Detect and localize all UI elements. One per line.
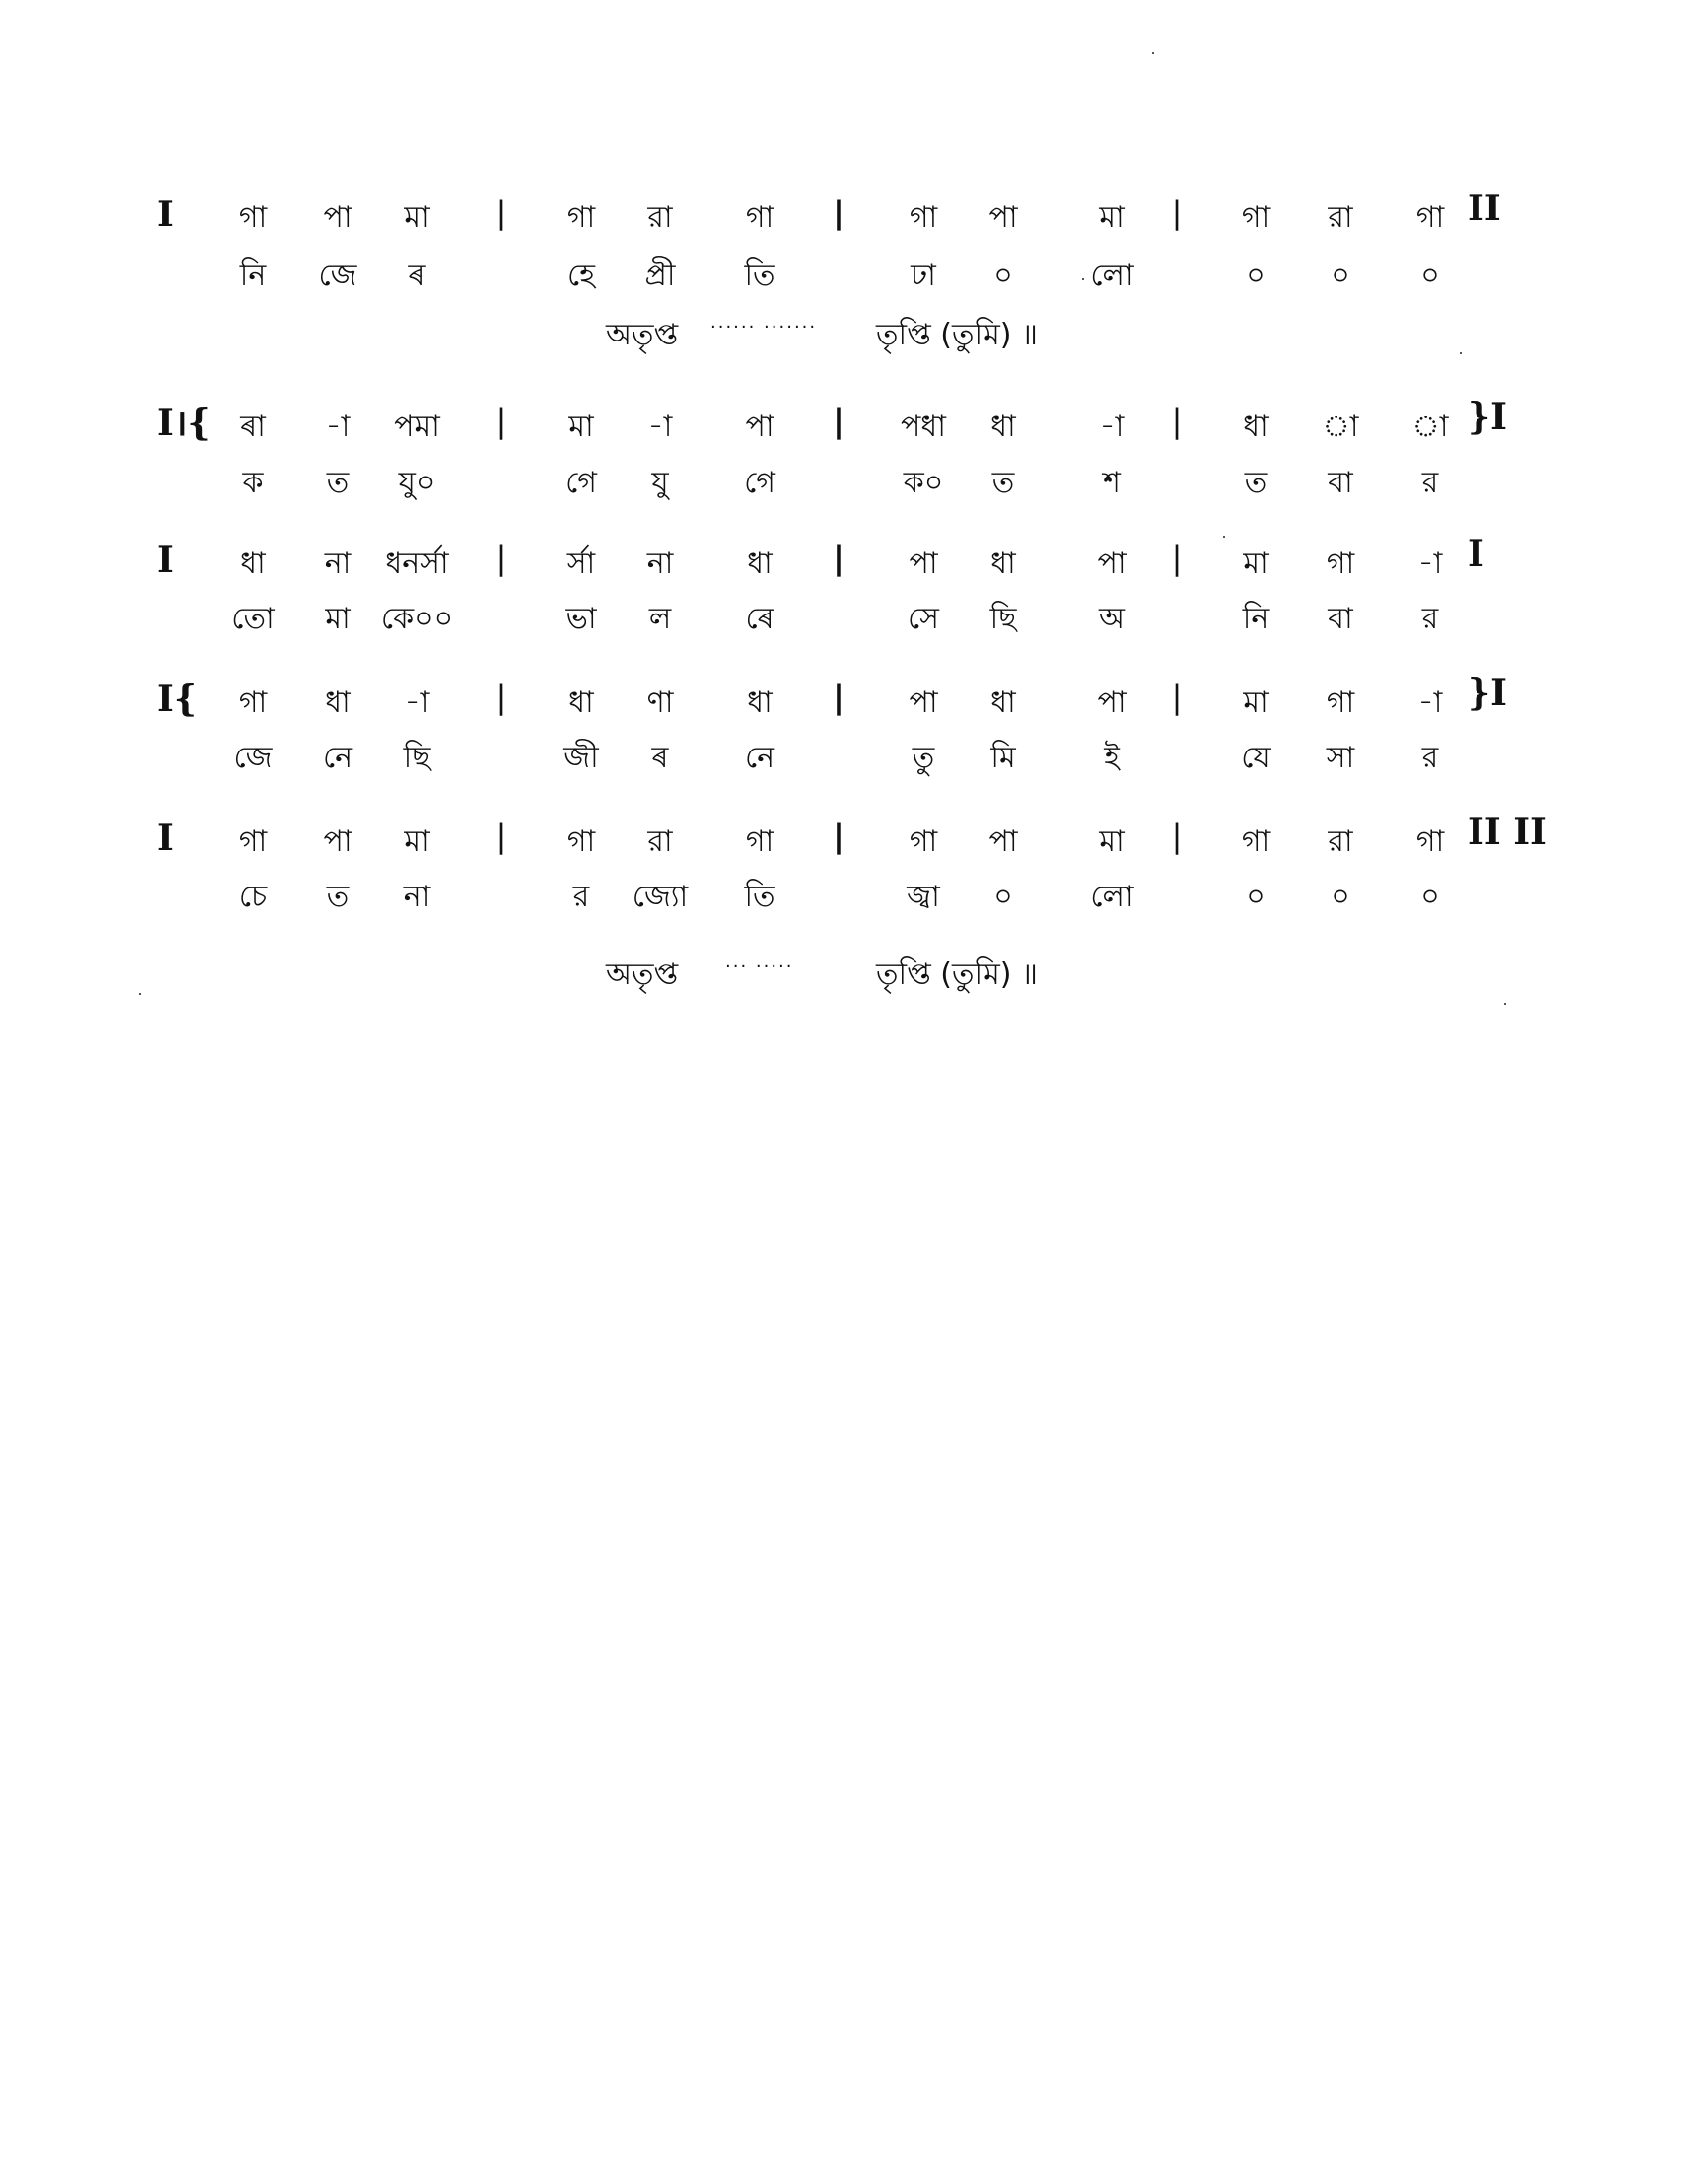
swara-note: মা (1099, 201, 1125, 235)
swara-note: গা (238, 685, 268, 720)
swara-note: পধা (901, 409, 946, 444)
swara-note: মা (1243, 685, 1269, 720)
bar-line: | (1171, 539, 1183, 577)
swara-note: গা (1326, 685, 1355, 720)
bar-line: | (495, 817, 507, 855)
swara-note: মা (404, 201, 430, 235)
refrain-start: অতৃপ্ত (606, 957, 679, 992)
swara-note: গা (909, 201, 938, 235)
lyric-syllable: যু০ (398, 466, 436, 500)
lyric-syllable: ঢা (911, 258, 936, 293)
swara-note: গা (566, 201, 596, 235)
lyric-syllable: ছি (403, 741, 431, 775)
swara-note: ধা (325, 685, 351, 720)
swara-note: রা (1328, 201, 1353, 235)
swara-note: পা (988, 201, 1018, 235)
swara-note: মা (568, 409, 594, 444)
row-open-marker: I (157, 194, 174, 235)
swara-note: ধা (568, 685, 594, 720)
swara-note: পা (1097, 546, 1127, 581)
swara-note: পা (745, 409, 774, 444)
bar-line: | (1171, 194, 1183, 231)
swara-note: পা (988, 824, 1018, 859)
scan-speck (1152, 52, 1154, 54)
bar-line: | (495, 402, 507, 440)
lyric-syllable: নে (744, 741, 775, 775)
swara-note: া (1322, 409, 1359, 444)
swara-note: ধা (990, 546, 1016, 581)
lyric-syllable: র (1421, 466, 1439, 500)
swara-note: ধা (747, 546, 773, 581)
refrain-end: তৃপ্তি (তুমি) ॥ (876, 318, 1038, 352)
bar-line: | (1171, 402, 1183, 440)
lyric-syllable: ক০ (903, 466, 944, 500)
row-close-marker: I (1468, 533, 1484, 575)
swara-note: া (1411, 409, 1449, 444)
swara-note: না (324, 546, 352, 581)
lyric-syllable: জে (233, 741, 273, 775)
swara-note: র্সা (566, 546, 596, 581)
swara-note: রা (647, 824, 673, 859)
lyric-syllable: জে (318, 258, 357, 293)
swara-note: -া (1417, 546, 1443, 581)
swara-note: -া (1099, 409, 1125, 444)
lyric-syllable: ছি (989, 602, 1017, 636)
bar-line: | (833, 539, 845, 577)
lyric-syllable: তি (744, 258, 775, 293)
lyric-syllable: ০ (1420, 258, 1440, 293)
swara-note: মা (404, 824, 430, 859)
swara-note: পা (1097, 685, 1127, 720)
refrain-ellipsis: ··· ····· (725, 956, 794, 977)
lyric-syllable: ০ (1420, 880, 1440, 914)
swara-note: মা (1099, 824, 1125, 859)
swara-note: ধা (1243, 409, 1269, 444)
lyric-syllable: র (1421, 602, 1439, 636)
bar-line: | (833, 678, 845, 716)
swara-note: -া (325, 409, 351, 444)
lyric-syllable: প্রী (644, 258, 676, 293)
swara-note: রা (1328, 824, 1353, 859)
lyric-syllable: না (403, 880, 431, 914)
swara-note: ধা (990, 409, 1016, 444)
lyric-syllable: ত (326, 880, 350, 914)
lyric-syllable: অ (1099, 602, 1125, 636)
lyric-syllable: ০ (1246, 880, 1266, 914)
swara-note: গা (238, 201, 268, 235)
lyric-syllable: জী (563, 741, 599, 775)
refrain-end: তৃপ্তি (তুমি) ॥ (876, 957, 1038, 992)
bar-line: | (495, 194, 507, 231)
lyric-syllable: ৰ (408, 258, 426, 293)
lyric-syllable: হে (567, 258, 595, 293)
lyric-syllable: যে (1241, 741, 1271, 775)
lyric-syllable: লো (1090, 258, 1134, 293)
swara-note: ধনর্সা (385, 546, 449, 581)
row-open-marker: I (157, 539, 174, 581)
lyric-syllable: ল (648, 602, 672, 636)
swara-note: গা (909, 824, 938, 859)
lyric-syllable: র (572, 880, 590, 914)
bar-line: | (833, 194, 845, 231)
lyric-syllable: ত (991, 466, 1015, 500)
lyric-syllable: বা (1328, 602, 1353, 636)
lyric-syllable: কে০০ (380, 602, 454, 636)
lyric-syllable: ই (1104, 741, 1120, 775)
lyric-syllable: চে (238, 880, 268, 914)
swara-note: রা (647, 201, 673, 235)
lyric-syllable: ক (242, 466, 264, 500)
swara-note: ধা (240, 546, 266, 581)
swara-note: গা (566, 824, 596, 859)
lyric-syllable: সে (908, 602, 939, 636)
row-close-marker: II (1468, 188, 1501, 229)
lyric-syllable: গে (744, 466, 775, 500)
lyric-syllable: নি (239, 258, 267, 293)
swara-note: গা (745, 201, 774, 235)
lyric-syllable: ০ (1331, 258, 1350, 293)
lyric-syllable: তি (744, 880, 775, 914)
bar-line: | (833, 402, 845, 440)
lyric-syllable: নে (322, 741, 353, 775)
row-close-marker: II II (1468, 811, 1547, 853)
swara-note: পা (909, 546, 938, 581)
lyric-syllable: জ্যো (632, 880, 689, 914)
lyric-syllable: লো (1090, 880, 1134, 914)
lyric-syllable: ০ (1331, 880, 1350, 914)
bar-line: | (833, 817, 845, 855)
row-close-marker: }I (1468, 396, 1507, 438)
swara-note: মা (1243, 546, 1269, 581)
lyric-syllable: বা (1328, 466, 1353, 500)
lyric-syllable: ভা (565, 602, 597, 636)
swara-note: না (646, 546, 674, 581)
lyric-syllable: মি (990, 741, 1016, 775)
swara-note: গা (238, 824, 268, 859)
bar-line: | (495, 539, 507, 577)
refrain-start: অতৃপ্ত (606, 318, 679, 352)
swara-note: গা (1241, 201, 1271, 235)
swara-note: গা (745, 824, 774, 859)
swara-note: -া (647, 409, 673, 444)
lyric-syllable: ০ (1246, 258, 1266, 293)
swara-note: ণা (646, 685, 674, 720)
lyric-syllable: যু (651, 466, 669, 500)
scan-speck (1082, 278, 1084, 280)
row-open-marker: I{ (157, 678, 197, 720)
lyric-syllable: ত (326, 466, 350, 500)
swara-note: গা (1415, 201, 1445, 235)
lyric-syllable: গে (565, 466, 597, 500)
swara-note: পা (323, 824, 352, 859)
scan-speck (1504, 1003, 1506, 1005)
lyric-syllable: শ (1103, 466, 1121, 500)
lyric-syllable: জ্বা (907, 880, 940, 914)
swara-note: পা (909, 685, 938, 720)
lyric-syllable: সা (1326, 741, 1355, 775)
bar-line: | (495, 678, 507, 716)
lyric-syllable: মা (325, 602, 351, 636)
lyric-syllable: র (1421, 741, 1439, 775)
bar-line: | (1171, 678, 1183, 716)
lyric-syllable: ৰ (651, 741, 669, 775)
swara-note: ৰা (240, 409, 266, 444)
swara-note: -া (404, 685, 430, 720)
row-open-marker: I (157, 817, 174, 859)
scan-speck (139, 993, 141, 995)
lyric-syllable: তো (231, 602, 275, 636)
swara-note: পমা (394, 409, 440, 444)
lyric-syllable: ৰে (745, 602, 774, 636)
lyric-syllable: তু (912, 741, 935, 775)
swara-note: ধা (747, 685, 773, 720)
scan-speck (1460, 352, 1462, 354)
scan-speck (1223, 536, 1225, 538)
bar-line: | (1171, 817, 1183, 855)
lyric-syllable: ০ (993, 880, 1013, 914)
row-close-marker: }I (1468, 672, 1507, 714)
swara-note: গা (1241, 824, 1271, 859)
lyric-syllable: ত (1244, 466, 1268, 500)
swara-note: গা (1415, 824, 1445, 859)
swara-note: পা (323, 201, 352, 235)
swara-note: গা (1326, 546, 1355, 581)
refrain-ellipsis: ······ ······· (710, 317, 818, 338)
row-open-marker: I।{ (157, 402, 211, 444)
lyric-syllable: ০ (993, 258, 1013, 293)
swara-note: -া (1417, 685, 1443, 720)
lyric-syllable: নি (1242, 602, 1270, 636)
swara-note: ধা (990, 685, 1016, 720)
